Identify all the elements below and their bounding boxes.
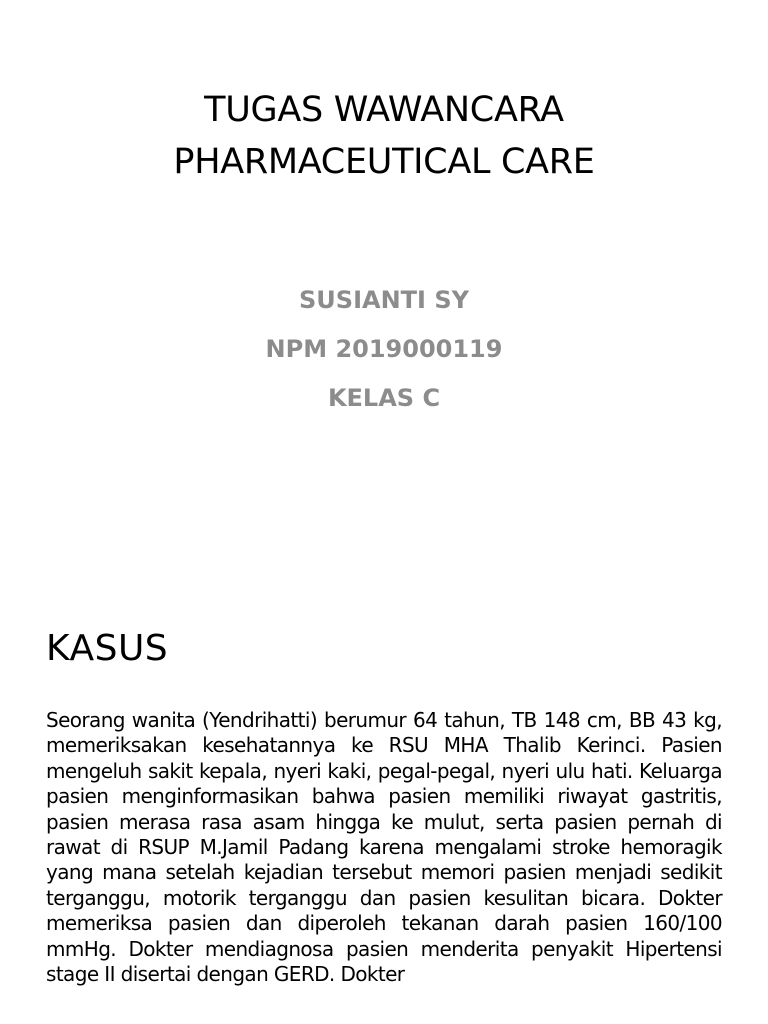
case-heading: KASUS [46, 628, 169, 669]
title-line-1: TUGAS WAWANCARA [204, 90, 564, 130]
student-npm: NPM 2019000119 [265, 335, 503, 363]
title-line-2: PHARMACEUTICAL CARE [173, 142, 595, 182]
case-slide [0, 576, 768, 1024]
slide-title [0, 84, 768, 188]
student-name: SUSIANTI SY [299, 286, 469, 314]
student-class: KELAS C [327, 384, 441, 412]
case-body-text: Seorang wanita (Yendrihatti) berumur 64 tahun, TB 148 cm, BB 43 kg, memeriksakan kesehatannya ke RSU MHA Thalib Kerinci. Pasien mengeluh sakit kepala, nyeri kaki, pegal-pegal, nyeri ulu hati. Keluarga pasien menginformasikan bahwa pasien memiliki riwayat gastritis, pasien merasa rasa asam hingga ke mulut, serta pasien pernah di rawat di RSUP M.Jamil Padang karena mengalami stroke hemoragik yang mana setelah kejadian tersebut memori pasien menjadi sedikit terganggu, motorik terganggu dan pasien kesulitan bicara. Dokter memeriksa pasien dan diperoleh tekanan darah pasien 160/100 mmHg. Dokter mendiagnosa pasien menderita penyakit Hipertensi stage II disertai dengan GERD. Dokter [46, 708, 722, 987]
slide-subtitle [0, 276, 768, 423]
